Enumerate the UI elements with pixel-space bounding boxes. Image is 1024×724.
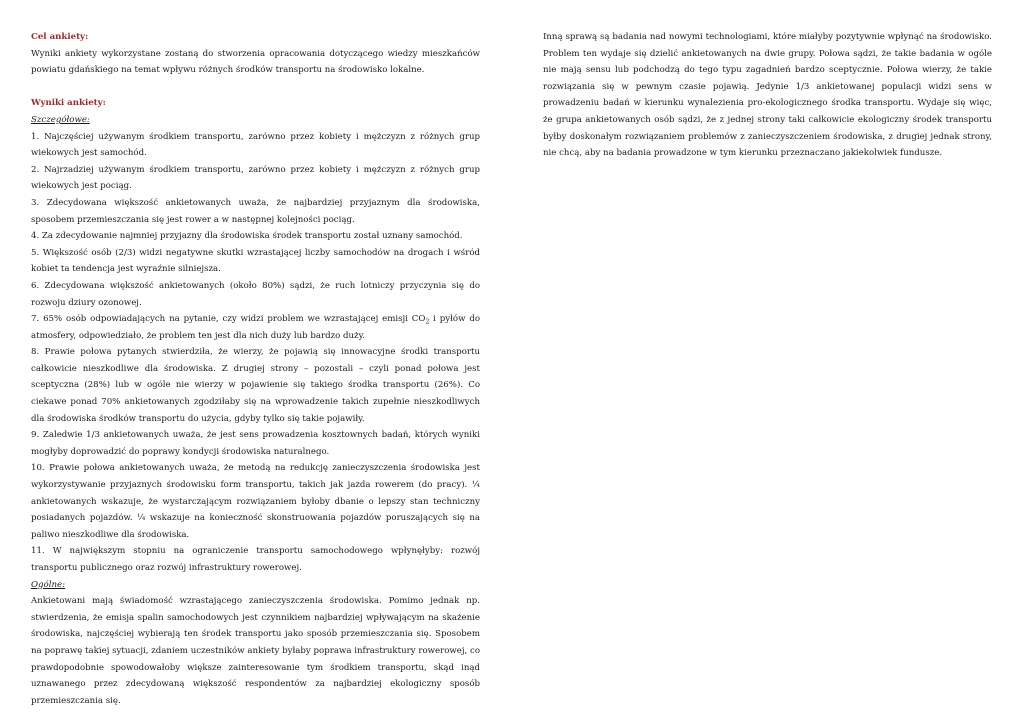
wyniki-ankiety-heading: Wyniki ankiety: bbox=[31, 98, 106, 109]
szczegolowe-label: Szczegółowe: bbox=[31, 114, 90, 125]
result-item-10: 10. Prawie połowa ankietowanych uważa, że metodą na redukcję zanieczyszczenia środowiska jest wykorzystywanie przyjaznych środowisku form transportu, takich jak jazda rowerem (do pracy). ¼ ankietowanych wskazuje, że wystarczającym rozwiązaniem byłoby dbanie o lepszy stan techniczny posiadanych pojazdów. ¼ wskazuje na konieczność skonstruowania pojazdów poruszających się na paliwo nieszkodliwe dla środowiska. bbox=[31, 463, 480, 540]
result-item-7-head: 7. 65% osób odpowiadających na pytanie, czy widzi problem we wzrastającej emisji CO bbox=[31, 314, 426, 325]
result-item-9: 9. Zaledwie 1/3 ankietowanych uważa, że jest sens prowadzenia kosztownych badań, których wyniki mogłyby doprowadzić do poprawy kondycji środowiska naturalnego. bbox=[31, 430, 480, 457]
left-column bbox=[31, 29, 480, 709]
result-item-8: 8. Prawie połowa pytanych stwierdziła, że wierzy, że pojawią się innowacyjne środki transportu całkowicie nieszkodliwe dla środowiska. Z drugiej strony – pozostali – czyli ponad połowa jest sceptyczna (28%) lub w ogóle nie wierzy w pojawienie się takiego środka transportu (26%). Co ciekawe ponad 70% ankietowanych zgodziłaby się na wprowadzenie takich zupełnie nieszkodliwych dla środowiska środków transportu do użycia, gdyby tylko się takie pojawiły. bbox=[31, 347, 480, 424]
ogolne-text: Ankietowani mają świadomość wzrastającego zanieczyszczenia środowiska. Pomimo jednak np. stwierdzenia, że emisja spalin samochodowych jest czynnikiem najbardziej wpływającym na skażenie środowiska, najczęściej wybierają ten środek transportu jako sposób przemieszczania się. Sposobem na poprawę takiej sytuacji, zdaniem uczestników ankiety byłaby poprawa infrastruktury rowerowej, co prawdopodobnie spowodowałoby większe zainteresowanie tym środkiem transportu, skąd inąd uznawanego przez zdecydowaną większość respondentów za najbardziej ekologiczny sposób przemieszczania się. bbox=[31, 596, 480, 706]
ogolne-label: Ogólne: bbox=[31, 579, 65, 590]
result-item-3: 3. Zdecydowana większość ankietowanych uważa, że najbardziej przyjaznym dla środowiska, sposobem przemieszczania się jest rower a w następnej kolejności pociąg. bbox=[31, 197, 480, 225]
result-item-7 bbox=[31, 311, 480, 344]
result-item-7-tail: i pyłów do atmosfery, odpowiedziało, że problem ten jest dla nich duży lub bardzo duży. bbox=[31, 314, 480, 341]
result-item-11: 11. W największym stopniu na ograniczenie transportu samochodowego wpłynęłyby: rozwój transportu publicznego oraz rozwój infrastruktury rowerowej. bbox=[31, 546, 480, 573]
result-item-2: 2. Najrzadziej używanym środkiem transportu, zarówno przez kobiety i mężczyzn z różnych grup wiekowych jest pociąg. bbox=[31, 164, 480, 192]
cel-ankiety-text: Wyniki ankiety wykorzystane zostaną do stworzenia opracowania dotyczącego wiedzy mieszkańców powiatu gdańskiego na temat wpływu różnych środków transportu na środowisko lokalne. bbox=[31, 48, 480, 76]
right-column-text: Inną sprawą są badania nad nowymi technologiami, które miałyby pozytywnie wpłynąć na środowisko. Problem ten wydaje się dzielić ankietowanych na dwie grupy. Połowa sądzi, że takie badania w ogóle nie mają sensu lub podchodzą do tego typu zagadnień bardzo sceptycznie. Połowa wierzy, że takie rozwiązania się w pewnym czasie pojawią. Jedynie 1/3 ankietowanej populacji widzi sens w prowadzeniu badań w kierunku wynalezienia pro-ekologicznego środka transportu. Wydaje się więc, że grupa ankietowanych osób sądzi, że z jednej strony taki całkowicie ekologiczny środek transportu byłby doskonałym rozwiązaniem problemów z zanieczyszczeniem środowiska, z drugiej jednak strony, nie chcą, aby na badania prowadzone w tym kierunku przeznaczano jakiekolwiek fundusze. bbox=[543, 32, 992, 159]
result-item-5: 5. Większość osób (2/3) widzi negatywne skutki wzrastającej liczby samochodów na drogach i wśród kobiet ta tendencja jest wyraźnie silniejsza. bbox=[31, 247, 480, 275]
spacer bbox=[31, 79, 480, 96]
result-item-4: 4. Za zdecydowanie najmniej przyjazny dla środowiska środek transportu został uznany samochód. bbox=[31, 231, 463, 242]
result-item-1: 1. Najczęściej używanym środkiem transportu, zarówno przez kobiety i mężczyzn z różnych grup wiekowych jest samochód. bbox=[31, 131, 480, 159]
result-item-6: 6. Zdecydowana większość ankietowanych (około 80%) sądzi, że ruch lotniczy przyczynia się do rozwoju dziury ozonowej. bbox=[31, 280, 480, 308]
right-column bbox=[543, 29, 992, 162]
co2-subscript: 2 bbox=[425, 318, 430, 326]
cel-ankiety-heading: Cel ankiety: bbox=[31, 32, 89, 42]
